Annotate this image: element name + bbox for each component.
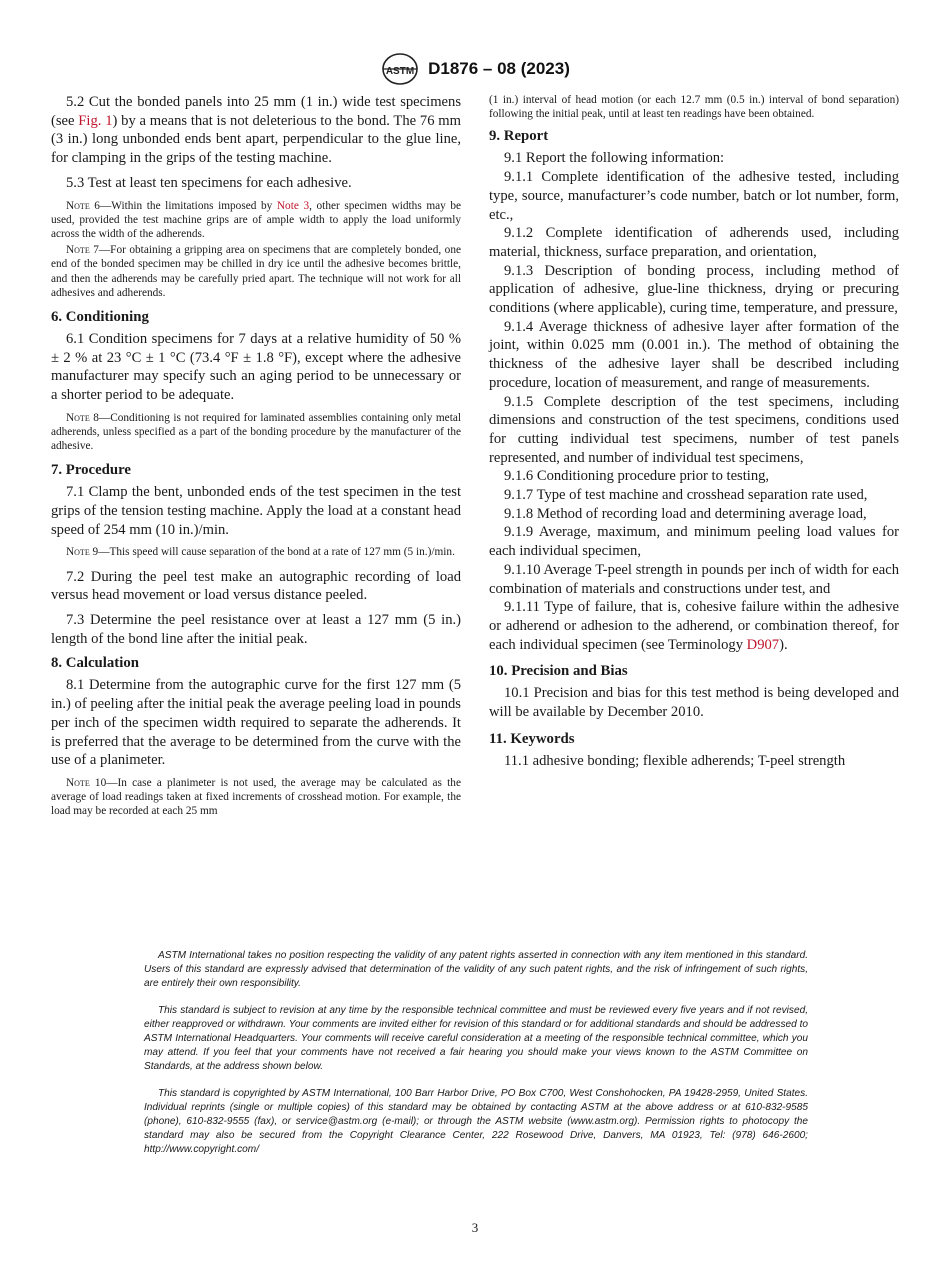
para-9-1-4: 9.1.4 Average thickness of adhesive layer after formation of the joint, within 0.025 mm (0.001 in.). The method of obtaining the thickness of the adhesive layer shall be described including procedure, location of measurement, and range of measurements. <box>489 318 899 391</box>
para-9-1-1: 9.1.1 Complete identification of the adhesive tested, including type, source, manufacturer’s code number, batch or lot number, form, etc., <box>489 169 899 223</box>
heading-keywords: 11. Keywords <box>489 730 575 747</box>
para-10-1: 10.1 Precision and bias for this test method is being developed and will be available by December 2010. <box>489 685 899 721</box>
para-5-3: 5.3 Test at least ten specimens for each adhesive. <box>66 174 352 191</box>
heading-precision-bias: 10. Precision and Bias <box>489 663 628 680</box>
astm-logo-icon <box>380 52 420 86</box>
para-7-1: 7.1 Clamp the bent, unbonded ends of the test specimen in the test grips of the tension testing machine. Apply the load at a constant head speed of 254 mm (10 in.)/min. <box>51 484 461 538</box>
footer-revision-notice: This standard is subject to revision at any time by the responsible technical committee and must be reviewed every five years and if not revised, either reapproved or withdrawn. Your comments are invited either for revision of this standard or for additional standards and should be addressed to ASTM International Headquarters. Your comments will receive careful consideration at a meeting of the responsible technical committee, which you may attend. If you feel that your comments have not received a fair hearing you should make your views known to the ASTM Committee on Standards, at the address shown below. <box>144 1005 808 1072</box>
note-10: Note 10—In case a planimeter is not used, the average may be calculated as the average of load readings taken at fixed increments of crosshead motion. For example, the load may be recorded at each 25 mm <box>51 777 461 818</box>
para-9-1-6: 9.1.6 Conditioning procedure prior to testing, <box>504 468 770 485</box>
d907-link[interactable]: D907 <box>746 636 780 653</box>
note-9: Note 9—This speed will cause separation of the bond at a rate of 127 mm (5 in.)/min. <box>66 546 455 559</box>
right-column <box>489 93 899 777</box>
note-10-continued: (1 in.) interval of head motion (or each 12.7 mm (0.5 in.) interval of bond separation) following the initial peak, until at least ten readings have been obtained. <box>489 94 899 121</box>
left-column <box>51 93 461 821</box>
footer-patent-notice: ASTM International takes no position respecting the validity of any patent rights asserted in connection with any item mentioned in this standard. Users of this standard are expressly advised that determination of the validity of any such patent rights, and the risk of infringement of such rights, are entirely their own responsibility. <box>144 950 808 989</box>
para-6-1: 6.1 Condition specimens for 7 days at a relative humidity of 50 % ± 2 % at 23 °C ± 1 °C (73.4 °F ± 1.8 °F), except where the adhesive manufacturer may specify such an aging period to be unnecessary or a shorter period to be adequate. <box>51 330 461 404</box>
para-9-1-2: 9.1.2 Complete identification of adherends used, including material, thickness, surface preparation, and orientation, <box>489 225 899 260</box>
para-5-2: 5.2 Cut the bonded panels into 25 mm (1 in.) wide test specimens (see Fig. 1) by a means that is not deleterious to the bond. The 76 mm (3 in.) long unbonded ends bent apart, perpendicular to the glue line, for clamping in the grips of the testing machine. <box>51 94 461 167</box>
fig1-link[interactable]: Fig. 1 <box>78 112 113 129</box>
page-header <box>0 52 950 86</box>
page-number: 3 <box>471 1220 479 1235</box>
svg-text:ASTM: ASTM <box>385 66 415 77</box>
document-id: D1876 – 08 (2023) <box>428 59 570 78</box>
para-9-1: 9.1 Report the following information: <box>504 150 725 167</box>
note-7: Note 7—For obtaining a gripping area on specimens that are completely bonded, one end of the bonded specimen may be chilled in dry ice until the adhesive becomes brittle, and then the adherends may be carefully pried apart. The technique will not work for all adhesives and adherends. <box>51 244 461 299</box>
para-9-1-7: 9.1.7 Type of test machine and crosshead separation rate used, <box>504 487 868 504</box>
heading-report: 9. Report <box>489 128 549 145</box>
para-9-1-10: 9.1.10 Average T-peel strength in pounds per inch of width for each combination of materials and constructions under test, and <box>489 561 899 597</box>
para-9-1-8: 9.1.8 Method of recording load and determining average load, <box>504 505 867 522</box>
footer-copyright-notice: This standard is copyrighted by ASTM International, 100 Barr Harbor Drive, PO Box C700, West Conshohocken, PA 19428-2959, United States. Individual reprints (single or multiple copies) of this standard may be obtained by contacting ASTM at the above address or at 610-832-9585 (phone), 610-832-9555 (fax), or service@astm.org (e-mail); or through the ASTM website (www.astm.org). Permission rights to photocopy the standard may also be secured from the Copyright Clearance Center, 222 Rosewood Drive, Danvers, MA 01923, Tel: (978) 646-2600; http://www.copyright.com/ <box>144 1088 808 1155</box>
heading-calculation: 8. Calculation <box>51 655 139 672</box>
note-8: Note 8—Conditioning is not required for laminated assemblies containing only metal adherends, unless specified as a part of the bonding procedure by the manufacturer of the adhesive. <box>51 411 461 453</box>
legal-footer <box>144 949 808 1170</box>
heading-conditioning: 6. Conditioning <box>51 308 149 325</box>
note-6: Note 6—Within the limitations imposed by Note 3, other specimen widths may be used, provided the test machine grips are of ample width to apply the load uniformly across the width of the adherends. <box>51 199 462 240</box>
para-7-2: 7.2 During the peel test make an autographic recording of load versus head movement or load versus distance peeled. <box>51 568 461 604</box>
para-7-3: 7.3 Determine the peel resistance over at least a 127 mm (5 in.) length of the bond line after the initial peak. <box>51 612 461 647</box>
para-9-1-11: 9.1.11 Type of failure, that is, cohesive failure within the adhesive or adherend or adhesion to the adherend, or combination thereof, for each individual specimen (see Terminology D907). <box>489 599 899 653</box>
heading-procedure: 7. Procedure <box>51 462 131 479</box>
note3-link[interactable]: Note 3 <box>276 199 310 212</box>
para-9-1-9: 9.1.9 Average, maximum, and minimum peeling load values for each individual specimen, <box>489 524 899 560</box>
para-11-1: 11.1 adhesive bonding; flexible adherends; T-peel strength <box>504 752 846 769</box>
para-9-1-3: 9.1.3 Description of bonding process, including method of application of adhesive, glue-line thickness, drying or precuring conditions (where applicable), curing time, temperature, and pressure, <box>489 262 899 317</box>
para-9-1-5: 9.1.5 Complete description of the test specimens, including dimensions and construction of the test specimens, conditions used for cutting individual test specimens, number of test panels represented, and number of individual test specimens, <box>489 393 899 466</box>
para-8-1: 8.1 Determine from the autographic curve for the first 127 mm (5 in.) of peeling after the initial peak the average peeling load in pounds per inch of the specimen width required to separate the adherends. It is preferred that the average to be determined from the curve with the use of a planimeter. <box>51 677 461 769</box>
